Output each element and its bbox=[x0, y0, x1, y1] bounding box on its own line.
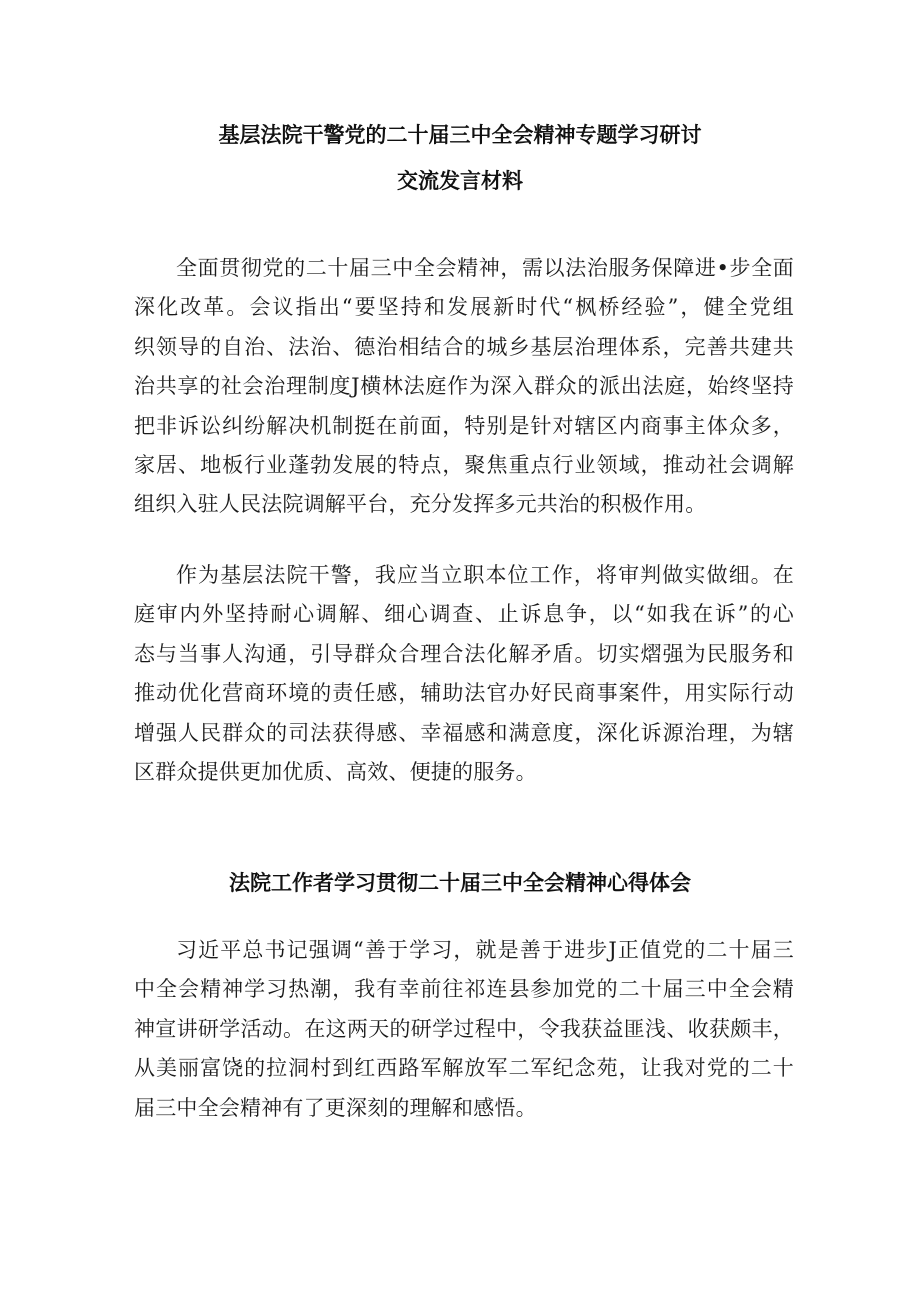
paragraph-line: 作为基层法院干警，我应当立职本位工作，将审判做实做细。在 bbox=[176, 563, 794, 587]
paragraph-line: 态与当事人沟通，引导群众合理合法化解矛盾。切实熠强为民服务和 bbox=[134, 641, 794, 666]
paragraph-line: 中全会精神学习热潮，我有幸前往祁连县参加党的二十届三中全会精 bbox=[134, 977, 794, 1002]
paragraph-line: 从美丽富饶的拉洞村到红西路军解放军二军纪念苑，让我对党的二十 bbox=[134, 1056, 794, 1081]
paragraph-line: 织领导的自治、法治、德治相结合的城乡基层治理体系，完善共建共 bbox=[134, 334, 794, 359]
document-title-line-1: 基层法院干警党的二十届三中全会精神专题学习研讨 bbox=[218, 123, 702, 147]
paragraph-line: 把非诉讼纠纷解决机制挺在前面，特别是针对辖区内商事主体众多， bbox=[134, 413, 794, 438]
paragraph-1 bbox=[134, 249, 794, 525]
paragraph-line: 庭审内外坚持耐心调解、细心调查、止诉息争，以“如我在诉”的心 bbox=[134, 602, 794, 627]
paragraph-line: 全面贯彻党的二十届三中全会精神，需以法治服务保障进•步全面 bbox=[176, 256, 794, 280]
paragraph-line: 家居、地板行业蓬勃发展的特点，聚焦重点行业领域，推动社会调解 bbox=[134, 452, 794, 477]
paragraph-line: 组织入驻人民法院调解平台，充分发挥多元共治的积极作用。 bbox=[134, 492, 707, 517]
paragraph-2 bbox=[134, 556, 794, 792]
section-2-title: 法院工作者学习贯彻二十届三中全会精神心得体会 bbox=[229, 871, 691, 895]
document-title-line-2: 交流发言材料 bbox=[397, 169, 523, 193]
paragraph-3 bbox=[134, 931, 794, 1128]
paragraph-line: 增强人民群众的司法获得感、幸福感和满意度，深化诉源治理，为辖 bbox=[134, 720, 794, 745]
paragraph-line: 区群众提供更加优质、高效、便捷的服务。 bbox=[134, 759, 537, 784]
paragraph-line: 届三中全会精神有了更深刻的理解和感悟。 bbox=[134, 1095, 537, 1120]
paragraph-line: 神宣讲研学活动。在这两天的研学过程中，令我获益匪浅、收获颇丰， bbox=[134, 1016, 794, 1041]
paragraph-line: 治共享的社会治理制度J横林法庭作为深入群众的派出法庭，始终坚持 bbox=[134, 374, 794, 399]
paragraph-line: 深化改革。会议指出“要坚持和发展新时代“枫桥经验”，健全党组 bbox=[134, 295, 794, 320]
paragraph-line: 推动优化营商环境的责任感，辅助法官办好民商事案件，用实际行动 bbox=[134, 681, 794, 706]
paragraph-line: 习近平总书记强调“善于学习，就是善于进步J正值党的二十届三 bbox=[176, 938, 794, 962]
